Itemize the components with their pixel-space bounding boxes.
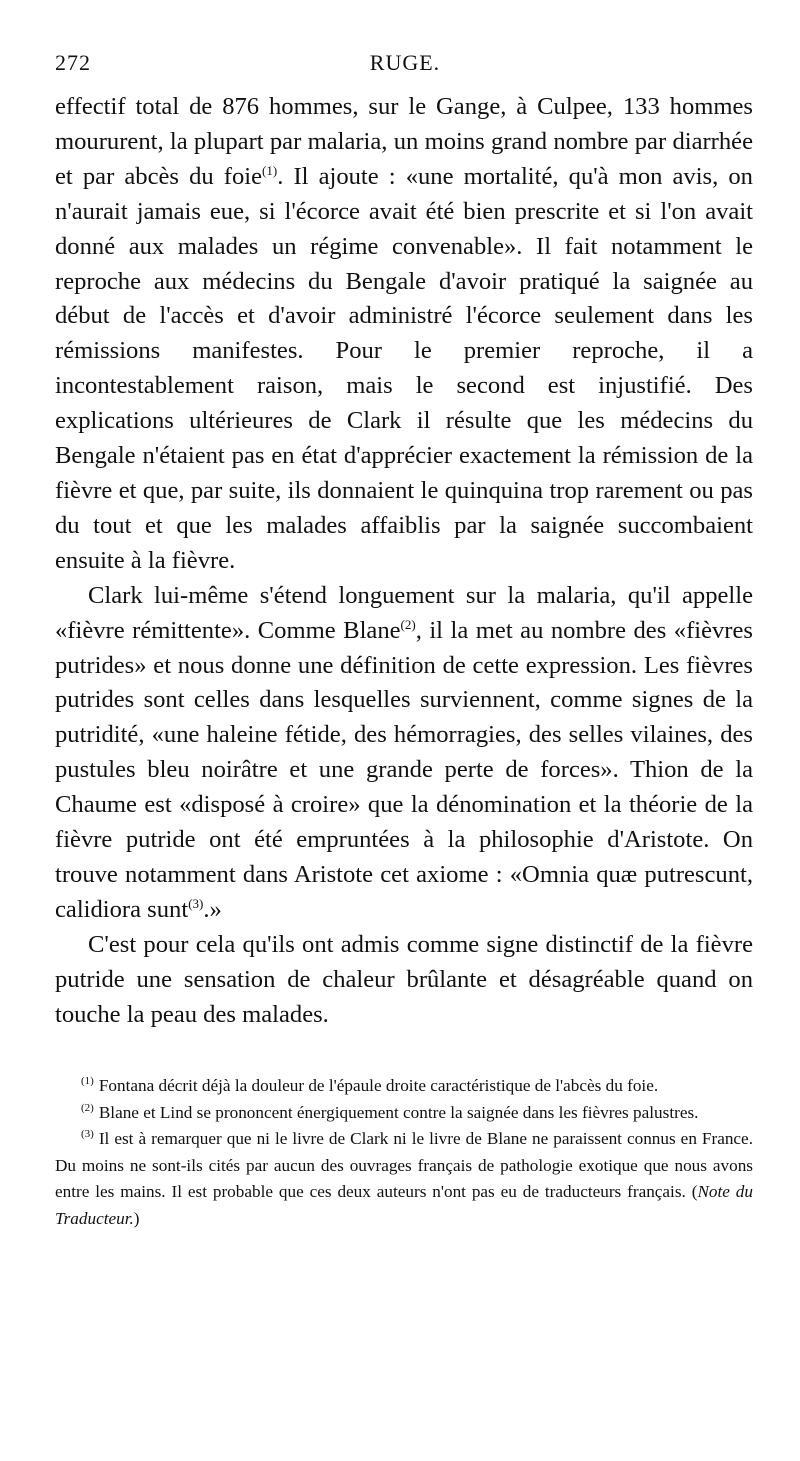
footnote-2-mark: (2) [81,1101,94,1114]
translator-note: Note du Traducteur. [55,1182,753,1228]
paragraph-2 [55,579,753,928]
paragraph-1 [55,90,753,579]
paragraph-1-text-b: . Il ajoute : «une mortalité, qu'à mon avis, on n'aurait jamais eue, si l'écorce avait été bien prescrite et si l'on avait donné aux malades un régime convenable». Il fait notamment le reproche aux médecins du Bengale d'avoir pratiqué la saignée au début de l'accès et d'avoir administré l'écorce seulement dans les rémissions manifestes. Pour le premier reproche, il a incontestablement raison, mais le second est injustifié. Des explications ultérieures de Clark il résulte que les médecins du Bengale n'étaient pas en état d'apprécier exactement la rémission de la fièvre et que, par suite, ils donnaient le quinquina trop rarement ou pas du tout et que les malades affaiblis par la saignée succombaient ensuite à la fièvre. [55,162,753,574]
paragraph-2-text-c: .» [203,895,222,923]
footnote-3-mark: (3) [81,1128,94,1141]
page-number: 272 [55,50,91,75]
paragraph-3-text: C'est pour cela qu'ils ont admis comme signe distinctif de la fièvre putride une sensation de chaleur brûlante et désagréable quand on touche la peau des malades. [55,930,753,1028]
paragraph-1-text-a: effectif total de 876 hommes, sur le Gange, à Culpee, 133 hommes moururent, la plupart par malaria, un moins grand nombre par diarrhée et par abcès du foie [55,93,753,190]
paragraph-2-text-a: Clark lui-même s'étend longuement sur la malaria, qu'il appelle «fièvre rémittente». Comme Blane [55,581,753,644]
paragraph-2-text-b: , il la met au nombre des «fièvres putrides» et nous donne une définition de cette expression. Les fièvres putrides sont celles dans lesquelles surviennent, comme signes de la putridité, «une haleine fétide, des hémorragies, des selles vilaines, des pustules bleu noirâtre et une grande perte de forces». Thion de la Chaume est «disposé à croire» que la dénomination et la théorie de la fièvre putride ont été empruntées à la philosophie d'Aristote. On trouve notamment dans Aristote cet axiome : «Omnia quæ putrescunt, calidiora sunt [55,616,753,923]
body-text [55,90,753,1032]
footnotes [55,1073,753,1232]
footnote-ref-1[interactable]: (1) [262,162,278,178]
paragraph-3 [55,928,753,1033]
footnote-3-text: Il est à remarquer que ni le livre de Clark ni le livre de Blane ne paraissent connus en France. Du moins ne sont-ils cités par aucun des ouvrages français de pathologie exotique que nous avons entre les mains. Il est probable que ces deux auteurs n'ont pas eu de traducteurs français. [55,1129,753,1201]
footnote-3: $^{(3)}$ Il est à remarquer que ni le livre de Clark ni le livre de Blane ne paraissent connus en France. Du moins ne sont-ils cités par aucun des ouvrages français de pathologie exotique que nous avons entre les mains. Il est probable que ces deux auteurs n'ont pas eu de traducteurs français. (Note du Traducteur.) [55,1128,753,1228]
footnote-2 [55,1100,753,1127]
running-head [55,50,755,80]
footnote-1-mark: (1) [81,1075,94,1088]
footnote-2-text: Blane et Lind se prononcent énergiquement contre la saignée dans les fièvres palustres. [98,1102,699,1122]
footnote-ref-3[interactable]: (3) [188,895,204,911]
header-title: RUGE. [369,50,441,75]
footnote-1-text: Fontana décrit déjà la douleur de l'épaule droite caractéristique de l'abcès du foie. [98,1076,659,1095]
footnote-1 [55,1073,753,1100]
footnote-ref-2[interactable]: (2) [400,616,416,632]
